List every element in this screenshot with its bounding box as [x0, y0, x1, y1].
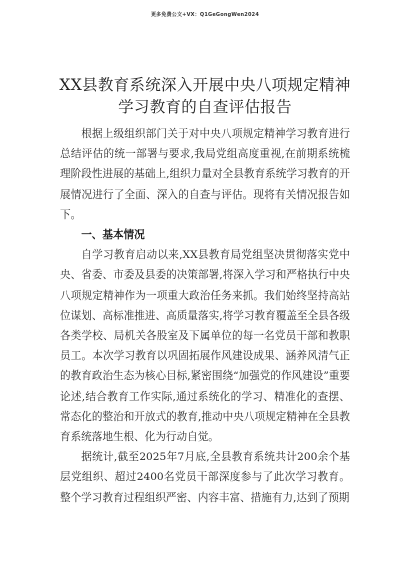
intro-paragraph: 根据上级组织部门关于对中央八项规定精神学习教育进行总结评估的统一部署与要求,我局党组高度重视,在前期系统梳理阶段性进展的基础上,组织力量对全县教育系统学习教育的开展情况进行了全面、深入的自查与评估。现将有关情况报告如下。 [60, 128, 350, 221]
document-body [60, 124, 350, 508]
header-watermark: 更多免费公文+VX：Q1GeGongWen2024 [150, 12, 260, 18]
document-title: XX县教育系统深入开展中央八项规定精神学习教育的自查评估报告 [59, 76, 351, 116]
section-heading-basic-situation: 一、基本情况 [81, 229, 145, 242]
basic-situation-paragraph: 自学习教育启动以来,XX县教育局党组坚决贯彻落实党中央、省委、市委及县委的决策部署,将深入学习和严格执行中央八项规定精神作为一项重大政治任务来抓。我们始终坚持高站位谋划、高标准推进、高质量落实,将学习教育覆盖至全县各级各类学校、局机关各股室及下属单位的每一名党员干部和教职员工。本次学习教育以巩固拓展作风建设成果、涵养风清气正的教育政治生态为核心目标,紧密围绕“加强党的作风建设”重要论述,结合教育工作实际,通过系统化的学习、精准化的查摆、常态化的整治和开放式的教育,推动中央八项规定精神在全县教育系统落地生根、化为行动自觉。 [60, 249, 350, 444]
statistics-paragraph: 据统计,截至2025年7月底,全县教育系统共计200余个基层党组织、超过2400名党员干部深度参与了此次学习教育。整个学习教育过程组织严密、内容丰富、措施有力,达到了预期 [60, 451, 350, 504]
